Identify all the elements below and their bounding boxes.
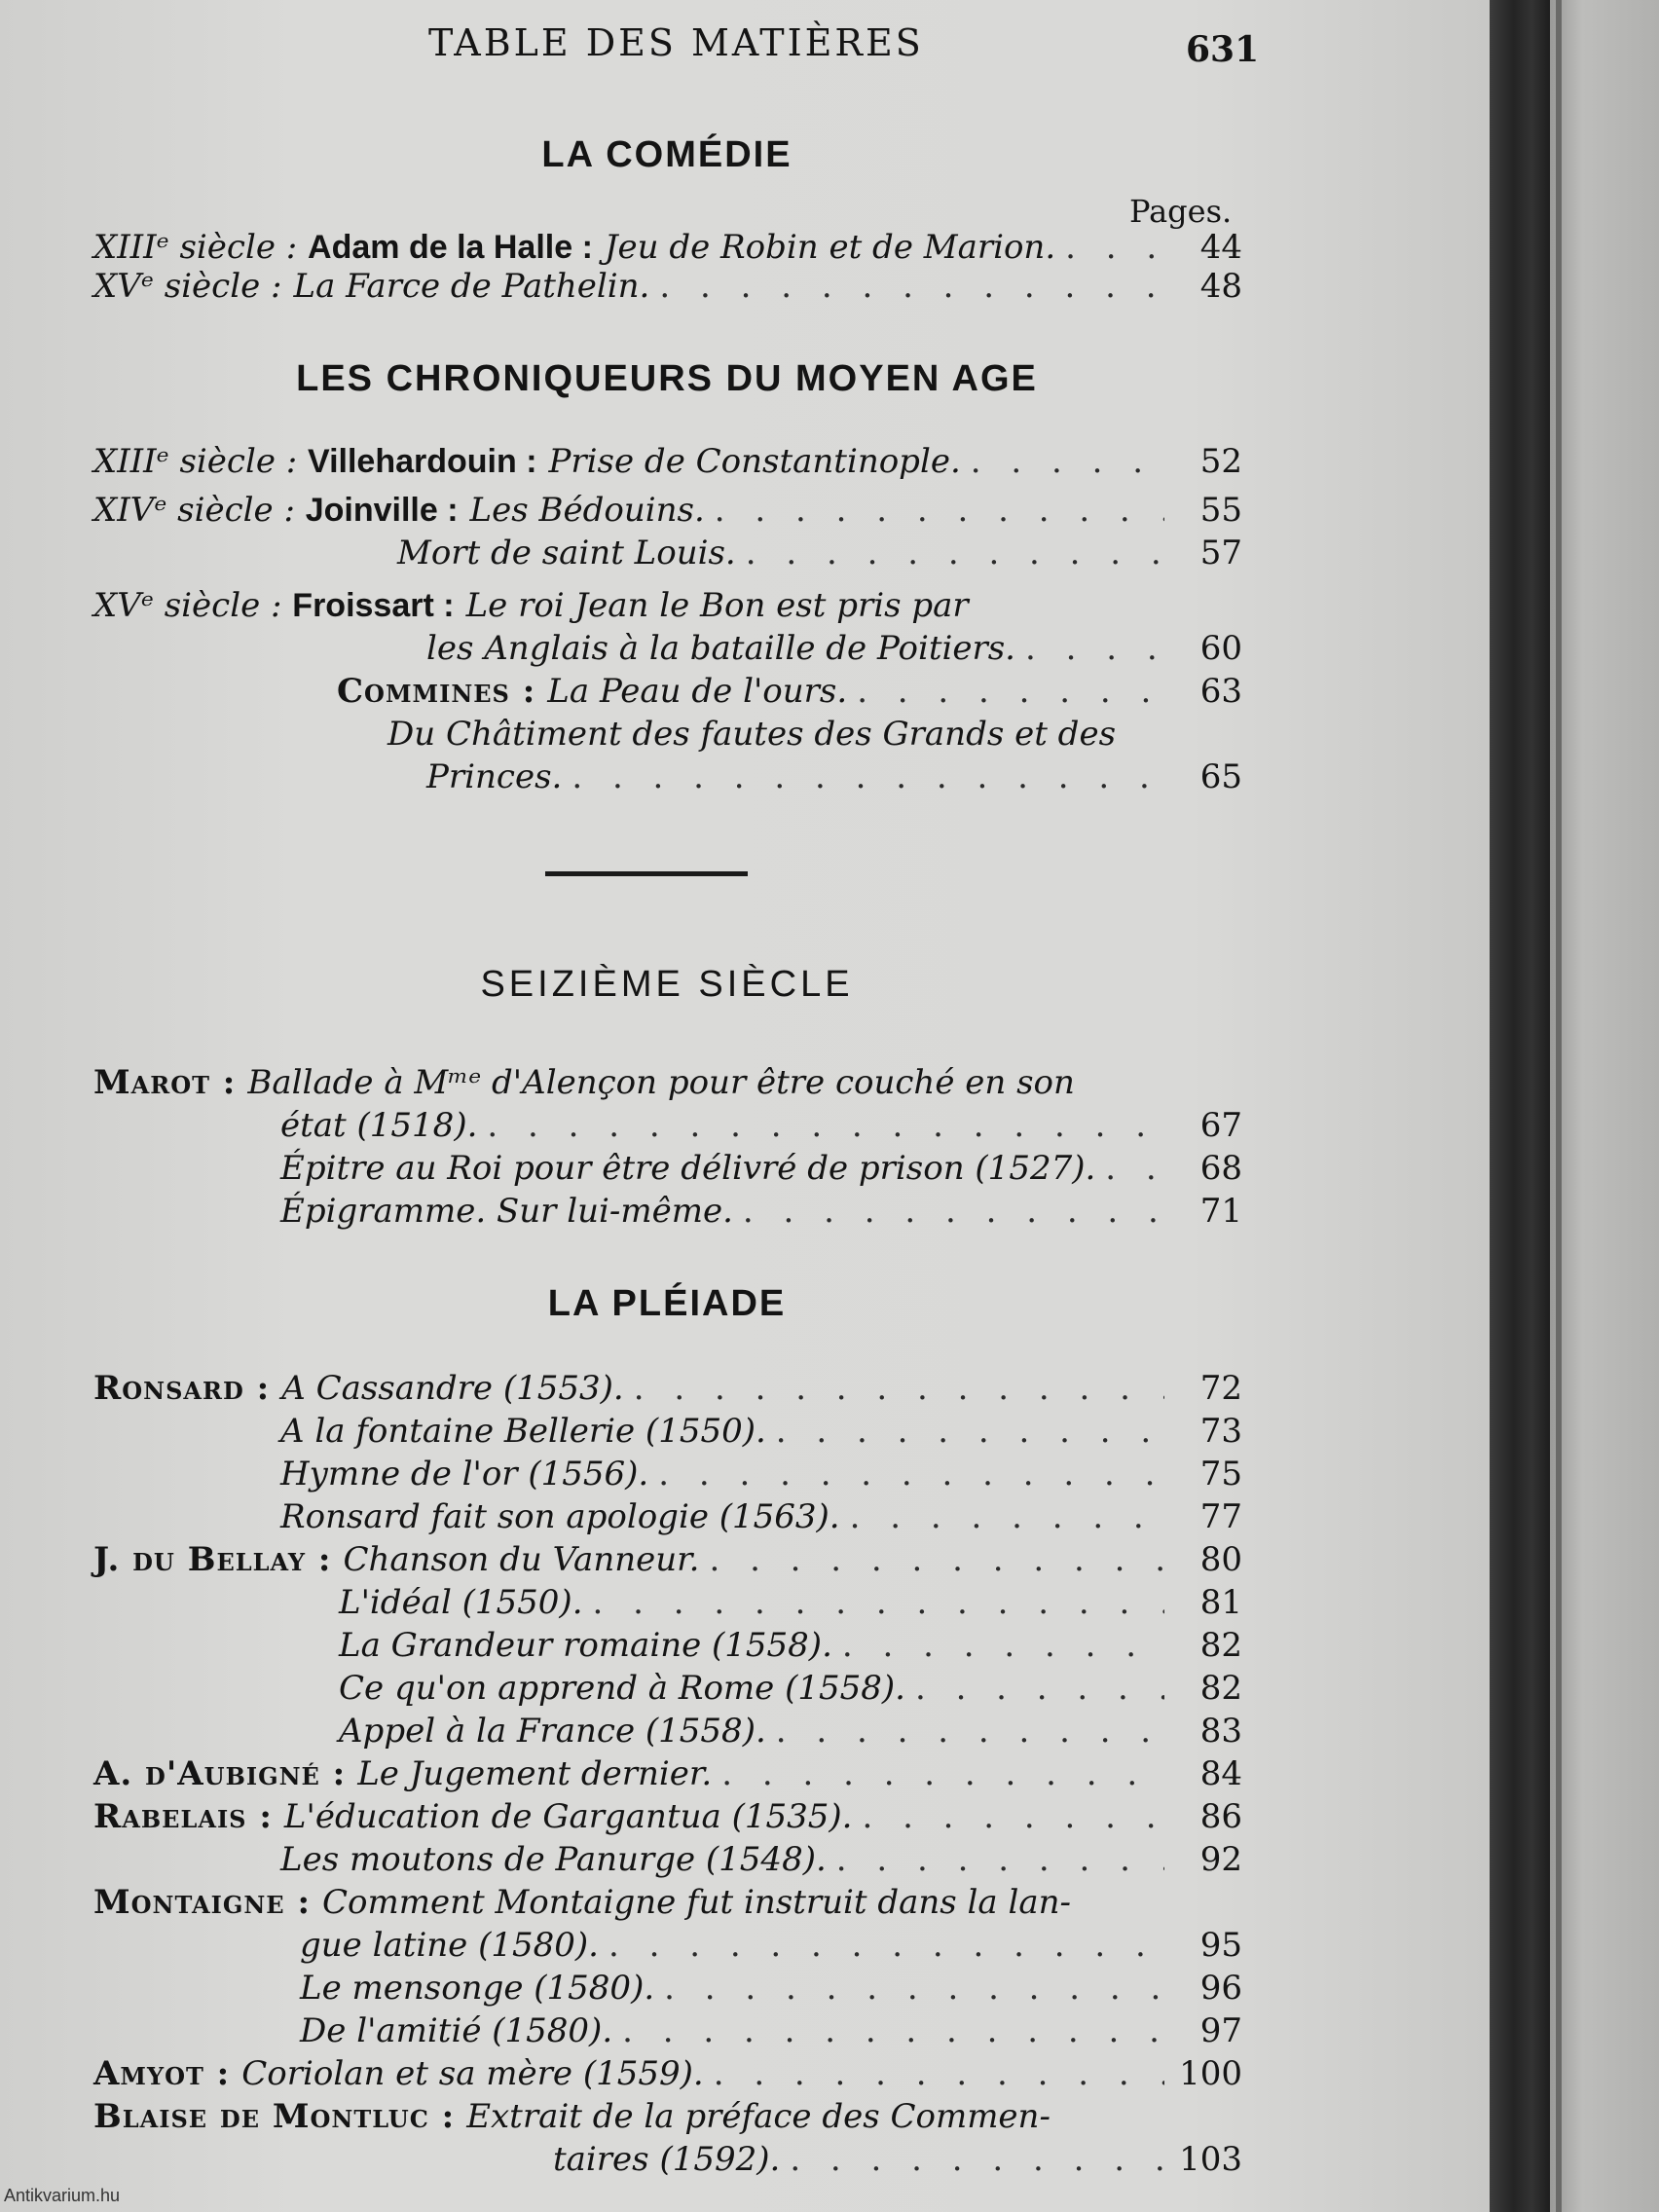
- toc-entry: [93, 1410, 1242, 1453]
- page-edges: [1550, 0, 1659, 2212]
- leader-dots: [721, 1752, 1164, 1795]
- entry-page-number: 83: [1199, 1712, 1242, 1751]
- entry-page-number: 63: [1199, 672, 1242, 711]
- entry-head: [93, 2095, 455, 2138]
- entry-title: les Anglais à la bataille de Poitiers.: [426, 629, 1015, 668]
- entry-page-number: 75: [1199, 1455, 1242, 1493]
- toc-entry: [93, 1061, 1242, 1104]
- entry-page-number: 72: [1199, 1369, 1242, 1408]
- leader-dots: [593, 1581, 1164, 1624]
- entry-title: L'idéal (1550).: [339, 1583, 583, 1622]
- toc-entry: [93, 2138, 1242, 2181]
- entry-title: gue latine (1580).: [300, 1926, 599, 1965]
- section-heading-chroniqueurs: LES CHRONIQUEURS DU MOYEN AGE: [296, 358, 1038, 399]
- entry-page-number: 73: [1199, 1412, 1242, 1451]
- watermark: Antikvarium.hu: [4, 2186, 121, 2205]
- entry-page-number: 44: [1199, 228, 1242, 267]
- toc-entry: [93, 670, 1242, 713]
- leader-dots: [776, 1410, 1164, 1453]
- entry-author: Montaigne :: [93, 1883, 311, 1922]
- toc-entry: [93, 1147, 1242, 1190]
- toc-entry: [93, 440, 1242, 483]
- entry-century: XIVᵉ siècle :: [93, 491, 306, 530]
- entry-title: Le roi Jean le Bon est pris par: [465, 586, 969, 625]
- toc-entry: [93, 1881, 1242, 1924]
- entry-page-number: 97: [1199, 2011, 1242, 2050]
- entry-page-number: 81: [1199, 1583, 1242, 1622]
- toc-entry: [93, 1538, 1242, 1581]
- section-heading-pleiade: LA PLÉIADE: [547, 1283, 787, 1324]
- entry-title: A la fontaine Bellerie (1550).: [280, 1412, 766, 1451]
- book-spine: [1490, 0, 1550, 2212]
- entry-page-number: 55: [1199, 491, 1242, 530]
- toc-entry: [93, 226, 1242, 269]
- entry-page-number: 100: [1179, 2054, 1242, 2093]
- entry-author: Marot :: [93, 1063, 237, 1102]
- leader-dots: [746, 532, 1164, 574]
- entry-page-number: 77: [1199, 1497, 1242, 1536]
- entry-page-number: 92: [1199, 1840, 1242, 1879]
- leader-dots: [971, 440, 1164, 483]
- entry-title: taires (1592).: [553, 2140, 781, 2179]
- entry-author: Villehardouin :: [308, 443, 537, 480]
- entry-title: Hymne de l'or (1556).: [280, 1455, 649, 1493]
- toc-entry: [93, 2095, 1242, 2138]
- entry-page-number: 67: [1199, 1106, 1242, 1145]
- leader-dots: [714, 2052, 1164, 2095]
- entry-title: Le Jugement dernier.: [357, 1754, 713, 1793]
- entry-century: XIIIᵉ siècle :: [93, 442, 309, 481]
- leader-dots: [857, 670, 1164, 713]
- entry-title: Les moutons de Panurge (1548).: [280, 1840, 827, 1879]
- toc-entry: [93, 584, 1242, 627]
- entry-head: [93, 226, 593, 269]
- leader-dots: [622, 2009, 1164, 2052]
- toc-entry: [93, 1838, 1242, 1881]
- toc-entry: [93, 713, 1242, 756]
- leader-dots: [915, 1667, 1164, 1710]
- toc-entry: [93, 1104, 1242, 1147]
- entry-title: Extrait de la préface des Commen-: [466, 2097, 1051, 2136]
- toc-entry: [93, 1795, 1242, 1838]
- entry-head: [93, 1752, 346, 1795]
- toc-entry: [93, 1624, 1242, 1667]
- entry-page-number: 80: [1199, 1540, 1242, 1579]
- section-divider: [545, 871, 748, 876]
- entry-page-number: 84: [1199, 1754, 1242, 1793]
- entry-page-number: 82: [1199, 1626, 1242, 1665]
- entry-title: Ce qu'on apprend à Rome (1558).: [339, 1669, 905, 1708]
- toc-entry: [93, 1581, 1242, 1624]
- entry-author: Froissart :: [292, 587, 455, 624]
- entry-century: XIIIᵉ siècle :: [93, 228, 309, 267]
- leader-dots: [743, 1190, 1164, 1233]
- entry-head: [93, 1881, 311, 1924]
- leader-dots: [571, 756, 1164, 798]
- section-heading-comedie: LA COMÉDIE: [541, 134, 793, 175]
- leader-dots: [790, 2138, 1164, 2181]
- entry-title: La Farce de Pathelin.: [293, 267, 650, 306]
- entry-page-number: 65: [1199, 757, 1242, 796]
- leader-dots: [664, 1967, 1164, 2009]
- toc-entry: [93, 627, 1242, 670]
- leader-dots: [1105, 1147, 1164, 1190]
- entry-page-number: 52: [1199, 442, 1242, 481]
- entry-head: [93, 1538, 331, 1581]
- entry-head: [93, 440, 537, 483]
- entry-title: Épigramme. Sur lui-même.: [280, 1192, 733, 1231]
- entry-head: [93, 670, 535, 713]
- entry-author: Blaise de Montluc :: [93, 2097, 456, 2136]
- toc-entry: [93, 1667, 1242, 1710]
- entry-title: Chanson du Vanneur.: [343, 1540, 700, 1579]
- entry-page-number: 86: [1199, 1797, 1242, 1836]
- toc-entry: [93, 2052, 1242, 2095]
- entry-author: A. d'Aubigné :: [93, 1754, 347, 1793]
- toc-entry: [93, 1967, 1242, 2009]
- toc-entry: [93, 1190, 1242, 1233]
- entry-author: Commines :: [337, 672, 536, 711]
- entry-author: Amyot :: [93, 2054, 231, 2093]
- entry-head: [93, 489, 459, 532]
- pages-label: Pages.: [1129, 193, 1233, 230]
- entry-title: Épitre au Roi pour être délivré de prison (1527).: [280, 1149, 1096, 1188]
- entry-century: XVᵉ siècle :: [93, 586, 293, 625]
- entry-page-number: 48: [1199, 267, 1242, 306]
- entry-title: L'éducation de Gargantua (1535).: [283, 1797, 853, 1836]
- toc-entry: [93, 2009, 1242, 2052]
- toc-entry: [93, 1752, 1242, 1795]
- leader-dots: [634, 1367, 1164, 1410]
- entry-title: Princes.: [426, 757, 563, 796]
- entry-title: Les Bédouins.: [469, 491, 705, 530]
- entry-title: Jeu de Robin et de Marion.: [604, 228, 1056, 267]
- running-head: TABLE DES MATIÈRES: [428, 21, 924, 64]
- entry-page-number: 95: [1199, 1926, 1242, 1965]
- toc-entry: [93, 1367, 1242, 1410]
- leader-dots: [836, 1838, 1164, 1881]
- entry-page-number: 82: [1199, 1669, 1242, 1708]
- entry-page-number: 71: [1199, 1192, 1242, 1231]
- page-edge-line: [1556, 0, 1562, 2212]
- leader-dots: [842, 1624, 1164, 1667]
- entry-head: [93, 584, 455, 627]
- leader-dots: [715, 489, 1164, 532]
- toc-entry: [93, 1453, 1242, 1495]
- entry-head: [93, 1795, 273, 1838]
- leader-dots: [658, 1453, 1164, 1495]
- leader-dots: [487, 1104, 1164, 1147]
- page-number: 631: [1186, 29, 1260, 70]
- leader-dots: [659, 265, 1164, 308]
- entry-title: La Peau de l'ours.: [547, 672, 848, 711]
- entry-title: Du Châtiment des fautes des Grands et des: [387, 715, 1117, 754]
- leader-dots: [776, 1710, 1164, 1752]
- entry-page-number: 68: [1199, 1149, 1242, 1188]
- toc-entry: [93, 756, 1242, 798]
- entry-head: [93, 2052, 230, 2095]
- leader-dots: [608, 1924, 1164, 1967]
- entry-head: [93, 1367, 270, 1410]
- entry-page-number: 60: [1199, 629, 1242, 668]
- entry-page-number: 96: [1199, 1969, 1242, 2008]
- entry-author: Ronsard :: [93, 1369, 271, 1408]
- toc-entry: [93, 489, 1242, 532]
- entry-title: Comment Montaigne fut instruit dans la lan-: [322, 1883, 1072, 1922]
- entry-title: état (1518).: [280, 1106, 478, 1145]
- leader-dots: [1065, 226, 1164, 269]
- entry-head: [93, 1061, 236, 1104]
- entry-title: Mort de saint Louis.: [397, 534, 736, 572]
- toc-entry: [93, 1924, 1242, 1967]
- entry-head: [93, 265, 281, 308]
- entry-century: XVᵉ siècle :: [93, 267, 282, 306]
- entry-page-number: 57: [1199, 534, 1242, 572]
- section-heading-seizieme: SEIZIÈME SIÈCLE: [480, 964, 854, 1005]
- entry-author: Adam de la Halle :: [308, 229, 593, 266]
- toc-entry: [93, 1495, 1242, 1538]
- entry-title: Ballade à Mᵐᵉ d'Alençon pour être couché en son: [247, 1063, 1075, 1102]
- entry-title: Ronsard fait son apologie (1563).: [280, 1497, 840, 1536]
- entry-author: J. du Bellay :: [93, 1540, 332, 1579]
- entry-author: Rabelais :: [93, 1797, 273, 1836]
- entry-title: A Cassandre (1553).: [281, 1369, 624, 1408]
- leader-dots: [850, 1495, 1164, 1538]
- entry-title: La Grandeur romaine (1558).: [339, 1626, 832, 1665]
- leader-dots: [1025, 627, 1164, 670]
- leader-dots: [709, 1538, 1164, 1581]
- entry-title: De l'amitié (1580).: [300, 2011, 613, 2050]
- toc-entry: [93, 532, 1242, 574]
- toc-entry: [93, 265, 1242, 308]
- leader-dots: [862, 1795, 1164, 1838]
- entry-title: Appel à la France (1558).: [339, 1712, 766, 1751]
- entry-title: Le mensonge (1580).: [300, 1969, 655, 2008]
- entry-title: Coriolan et sa mère (1559).: [241, 2054, 704, 2093]
- entry-author: Joinville :: [305, 492, 459, 529]
- toc-entry: [93, 1710, 1242, 1752]
- entry-page-number: 103: [1179, 2140, 1242, 2179]
- entry-title: Prise de Constantinople.: [548, 442, 961, 481]
